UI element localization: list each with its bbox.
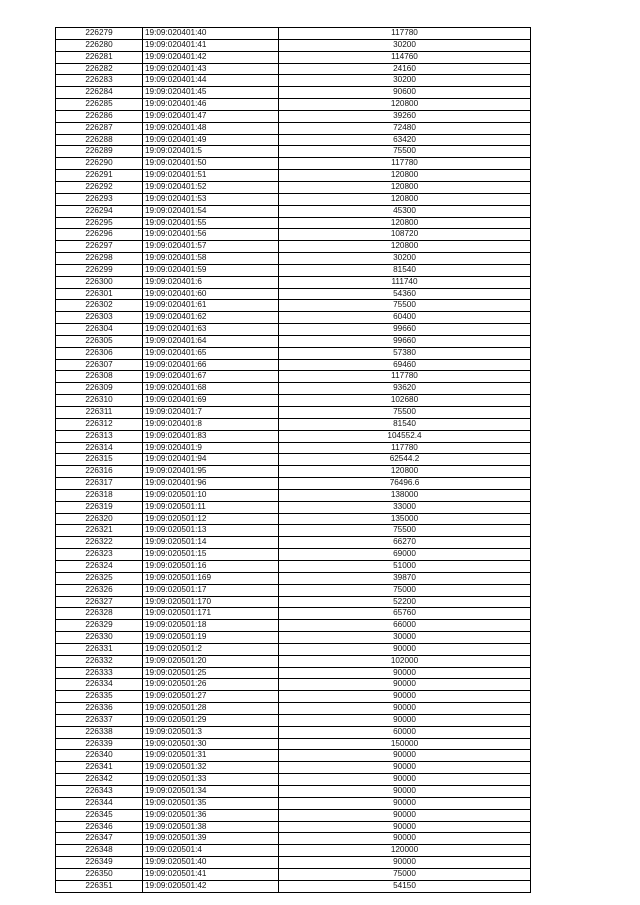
value-cell: 135000 — [279, 513, 531, 525]
value-cell: 117780 — [279, 28, 531, 40]
cadastral-number-cell: 19:09:020401:95 — [143, 466, 279, 478]
value-cell: 51000 — [279, 560, 531, 572]
value-cell: 75000 — [279, 868, 531, 880]
value-cell: 24160 — [279, 63, 531, 75]
value-cell: 30200 — [279, 253, 531, 265]
value-cell: 62544.2 — [279, 454, 531, 466]
table-row — [56, 63, 531, 75]
cadastral-number-cell: 19:09:020401:57 — [143, 241, 279, 253]
row-id-cell: 226291 — [56, 170, 143, 182]
row-id-cell: 226324 — [56, 560, 143, 572]
value-cell: 90000 — [279, 857, 531, 869]
row-id-cell: 226295 — [56, 217, 143, 229]
value-cell: 102000 — [279, 655, 531, 667]
row-id-cell: 226337 — [56, 714, 143, 726]
row-id-cell: 226281 — [56, 51, 143, 63]
row-id-cell: 226319 — [56, 501, 143, 513]
value-cell: 90000 — [279, 643, 531, 655]
cadastral-number-cell: 19:09:020501:30 — [143, 738, 279, 750]
table-row — [56, 371, 531, 383]
value-cell: 120800 — [279, 217, 531, 229]
cadastral-number-cell: 19:09:020401:7 — [143, 407, 279, 419]
row-id-cell: 226326 — [56, 584, 143, 596]
value-cell: 54360 — [279, 288, 531, 300]
cadastral-number-cell: 19:09:020401:49 — [143, 134, 279, 146]
table-row — [56, 122, 531, 134]
value-cell: 54150 — [279, 880, 531, 892]
value-cell: 90000 — [279, 809, 531, 821]
row-id-cell: 226283 — [56, 75, 143, 87]
value-cell: 99660 — [279, 324, 531, 336]
table-row — [56, 845, 531, 857]
value-cell: 120800 — [279, 99, 531, 111]
row-id-cell: 226311 — [56, 407, 143, 419]
cadastral-number-cell: 19:09:020401:60 — [143, 288, 279, 300]
row-id-cell: 226342 — [56, 774, 143, 786]
row-id-cell: 226331 — [56, 643, 143, 655]
cadastral-number-cell: 19:09:020401:5 — [143, 146, 279, 158]
cadastral-number-cell: 19:09:020401:6 — [143, 276, 279, 288]
value-cell: 39260 — [279, 110, 531, 122]
row-id-cell: 226308 — [56, 371, 143, 383]
value-cell: 75000 — [279, 584, 531, 596]
value-cell: 90000 — [279, 774, 531, 786]
row-id-cell: 226293 — [56, 193, 143, 205]
cadastral-number-cell: 19:09:020401:55 — [143, 217, 279, 229]
table-row — [56, 87, 531, 99]
table-row — [56, 703, 531, 715]
value-cell: 52200 — [279, 596, 531, 608]
row-id-cell: 226338 — [56, 726, 143, 738]
value-cell: 93620 — [279, 383, 531, 395]
table-row — [56, 833, 531, 845]
table-row — [56, 809, 531, 821]
table-row — [56, 442, 531, 454]
row-id-cell: 226316 — [56, 466, 143, 478]
cadastral-number-cell: 19:09:020401:48 — [143, 122, 279, 134]
table-row — [56, 691, 531, 703]
table-row — [56, 501, 531, 513]
table-body — [56, 28, 531, 893]
row-id-cell: 226312 — [56, 418, 143, 430]
value-cell: 138000 — [279, 489, 531, 501]
value-cell: 90000 — [279, 691, 531, 703]
table-row — [56, 596, 531, 608]
cadastral-number-cell: 19:09:020401:59 — [143, 264, 279, 276]
row-id-cell: 226347 — [56, 833, 143, 845]
row-id-cell: 226321 — [56, 525, 143, 537]
table-row — [56, 525, 531, 537]
table-row — [56, 572, 531, 584]
row-id-cell: 226286 — [56, 110, 143, 122]
table-row — [56, 632, 531, 644]
cadastral-number-cell: 19:09:020401:46 — [143, 99, 279, 111]
row-id-cell: 226341 — [56, 762, 143, 774]
table-row — [56, 110, 531, 122]
cadastral-number-cell: 19:09:020501:17 — [143, 584, 279, 596]
row-id-cell: 226350 — [56, 868, 143, 880]
table-row — [56, 39, 531, 51]
row-id-cell: 226318 — [56, 489, 143, 501]
value-cell: 90000 — [279, 833, 531, 845]
table-row — [56, 857, 531, 869]
table-row — [56, 276, 531, 288]
row-id-cell: 226292 — [56, 181, 143, 193]
row-id-cell: 226297 — [56, 241, 143, 253]
table-row — [56, 430, 531, 442]
value-cell: 102680 — [279, 395, 531, 407]
row-id-cell: 226339 — [56, 738, 143, 750]
row-id-cell: 226330 — [56, 632, 143, 644]
cadastral-number-cell: 19:09:020501:2 — [143, 643, 279, 655]
cadastral-number-cell: 19:09:020501:28 — [143, 703, 279, 715]
table-row — [56, 347, 531, 359]
value-cell: 69460 — [279, 359, 531, 371]
value-cell: 66000 — [279, 620, 531, 632]
row-id-cell: 226334 — [56, 679, 143, 691]
cadastral-number-cell: 19:09:020501:15 — [143, 549, 279, 561]
cadastral-number-cell: 19:09:020501:19 — [143, 632, 279, 644]
cadastral-number-cell: 19:09:020401:42 — [143, 51, 279, 63]
cadastral-number-cell: 19:09:020501:170 — [143, 596, 279, 608]
value-cell: 90000 — [279, 797, 531, 809]
cadastral-number-cell: 19:09:020501:34 — [143, 786, 279, 798]
value-cell: 117780 — [279, 158, 531, 170]
cadastral-number-cell: 19:09:020501:39 — [143, 833, 279, 845]
cadastral-number-cell: 19:09:020401:68 — [143, 383, 279, 395]
row-id-cell: 226327 — [56, 596, 143, 608]
row-id-cell: 226315 — [56, 454, 143, 466]
row-id-cell: 226300 — [56, 276, 143, 288]
table-row — [56, 679, 531, 691]
table-row — [56, 146, 531, 158]
cadastral-number-cell: 19:09:020501:10 — [143, 489, 279, 501]
row-id-cell: 226285 — [56, 99, 143, 111]
table-row — [56, 797, 531, 809]
row-id-cell: 226346 — [56, 821, 143, 833]
value-cell: 90000 — [279, 679, 531, 691]
cadastral-number-cell: 19:09:020501:13 — [143, 525, 279, 537]
cadastral-number-cell: 19:09:020401:41 — [143, 39, 279, 51]
table-row — [56, 868, 531, 880]
value-cell: 90000 — [279, 821, 531, 833]
value-cell: 150000 — [279, 738, 531, 750]
cadastral-number-cell: 19:09:020401:61 — [143, 300, 279, 312]
value-cell: 72480 — [279, 122, 531, 134]
row-id-cell: 226287 — [56, 122, 143, 134]
value-cell: 33000 — [279, 501, 531, 513]
row-id-cell: 226288 — [56, 134, 143, 146]
row-id-cell: 226304 — [56, 324, 143, 336]
value-cell: 69000 — [279, 549, 531, 561]
table-row — [56, 312, 531, 324]
value-cell: 120800 — [279, 466, 531, 478]
cadastral-number-cell: 19:09:020401:94 — [143, 454, 279, 466]
table-row — [56, 466, 531, 478]
cadastral-number-cell: 19:09:020401:51 — [143, 170, 279, 182]
value-cell: 30200 — [279, 75, 531, 87]
cadastral-number-cell: 19:09:020401:8 — [143, 418, 279, 430]
cadastral-number-cell: 19:09:020401:52 — [143, 181, 279, 193]
table-row — [56, 170, 531, 182]
cadastral-number-cell: 19:09:020401:50 — [143, 158, 279, 170]
cadastral-number-cell: 19:09:020401:44 — [143, 75, 279, 87]
cadastral-number-cell: 19:09:020401:64 — [143, 335, 279, 347]
row-id-cell: 226279 — [56, 28, 143, 40]
cadastral-number-cell: 19:09:020401:45 — [143, 87, 279, 99]
cadastral-number-cell: 19:09:020401:43 — [143, 63, 279, 75]
row-id-cell: 226284 — [56, 87, 143, 99]
value-cell: 75500 — [279, 407, 531, 419]
cadastral-number-cell: 19:09:020401:66 — [143, 359, 279, 371]
table-row — [56, 726, 531, 738]
row-id-cell: 226340 — [56, 750, 143, 762]
table-row — [56, 750, 531, 762]
table-row — [56, 489, 531, 501]
table-row — [56, 253, 531, 265]
row-id-cell: 226329 — [56, 620, 143, 632]
table-row — [56, 549, 531, 561]
value-cell: 90000 — [279, 750, 531, 762]
row-id-cell: 226348 — [56, 845, 143, 857]
row-id-cell: 226336 — [56, 703, 143, 715]
cadastral-number-cell: 19:09:020501:25 — [143, 667, 279, 679]
cadastral-number-cell: 19:09:020501:14 — [143, 537, 279, 549]
table-row — [56, 655, 531, 667]
table-row — [56, 51, 531, 63]
table-row — [56, 205, 531, 217]
table-row — [56, 99, 531, 111]
table-row — [56, 786, 531, 798]
value-cell: 57380 — [279, 347, 531, 359]
table-row — [56, 217, 531, 229]
table-row — [56, 821, 531, 833]
table-row — [56, 28, 531, 40]
row-id-cell: 226305 — [56, 335, 143, 347]
cadastral-number-cell: 19:09:020501:16 — [143, 560, 279, 572]
data-table — [55, 27, 531, 893]
value-cell: 90000 — [279, 762, 531, 774]
row-id-cell: 226306 — [56, 347, 143, 359]
row-id-cell: 226289 — [56, 146, 143, 158]
table-row — [56, 158, 531, 170]
value-cell: 90000 — [279, 714, 531, 726]
row-id-cell: 226322 — [56, 537, 143, 549]
value-cell: 114760 — [279, 51, 531, 63]
value-cell: 90600 — [279, 87, 531, 99]
table-row — [56, 608, 531, 620]
cadastral-number-cell: 19:09:020501:12 — [143, 513, 279, 525]
row-id-cell: 226301 — [56, 288, 143, 300]
cadastral-number-cell: 19:09:020501:20 — [143, 655, 279, 667]
table-row — [56, 738, 531, 750]
cadastral-number-cell: 19:09:020501:169 — [143, 572, 279, 584]
table-row — [56, 264, 531, 276]
value-cell: 120800 — [279, 241, 531, 253]
row-id-cell: 226333 — [56, 667, 143, 679]
row-id-cell: 226282 — [56, 63, 143, 75]
row-id-cell: 226299 — [56, 264, 143, 276]
value-cell: 120000 — [279, 845, 531, 857]
cadastral-number-cell: 19:09:020501:3 — [143, 726, 279, 738]
cadastral-number-cell: 19:09:020401:65 — [143, 347, 279, 359]
cadastral-number-cell: 19:09:020501:11 — [143, 501, 279, 513]
cadastral-number-cell: 19:09:020501:42 — [143, 880, 279, 892]
cadastral-number-cell: 19:09:020501:26 — [143, 679, 279, 691]
table-row — [56, 584, 531, 596]
cadastral-number-cell: 19:09:020401:62 — [143, 312, 279, 324]
table-row — [56, 383, 531, 395]
cadastral-number-cell: 19:09:020501:4 — [143, 845, 279, 857]
row-id-cell: 226298 — [56, 253, 143, 265]
value-cell: 117780 — [279, 442, 531, 454]
value-cell: 120800 — [279, 181, 531, 193]
table-row — [56, 537, 531, 549]
row-id-cell: 226296 — [56, 229, 143, 241]
value-cell: 75500 — [279, 146, 531, 158]
value-cell: 117780 — [279, 371, 531, 383]
value-cell: 66270 — [279, 537, 531, 549]
table-row — [56, 560, 531, 572]
value-cell: 30200 — [279, 39, 531, 51]
cadastral-number-cell: 19:09:020501:41 — [143, 868, 279, 880]
row-id-cell: 226303 — [56, 312, 143, 324]
value-cell: 60400 — [279, 312, 531, 324]
cadastral-number-cell: 19:09:020501:36 — [143, 809, 279, 821]
cadastral-number-cell: 19:09:020401:96 — [143, 478, 279, 490]
cadastral-number-cell: 19:09:020401:53 — [143, 193, 279, 205]
table-row — [56, 478, 531, 490]
table-row — [56, 407, 531, 419]
row-id-cell: 226307 — [56, 359, 143, 371]
row-id-cell: 226320 — [56, 513, 143, 525]
row-id-cell: 226290 — [56, 158, 143, 170]
cadastral-number-cell: 19:09:020501:171 — [143, 608, 279, 620]
cadastral-number-cell: 19:09:020501:31 — [143, 750, 279, 762]
row-id-cell: 226294 — [56, 205, 143, 217]
cadastral-number-cell: 19:09:020501:29 — [143, 714, 279, 726]
row-id-cell: 226351 — [56, 880, 143, 892]
cadastral-number-cell: 19:09:020401:67 — [143, 371, 279, 383]
row-id-cell: 226310 — [56, 395, 143, 407]
row-id-cell: 226313 — [56, 430, 143, 442]
row-id-cell: 226343 — [56, 786, 143, 798]
value-cell: 104552.4 — [279, 430, 531, 442]
value-cell: 90000 — [279, 667, 531, 679]
table-row — [56, 395, 531, 407]
cadastral-number-cell: 19:09:020501:27 — [143, 691, 279, 703]
table-row — [56, 774, 531, 786]
table-row — [56, 762, 531, 774]
cadastral-number-cell: 19:09:020501:33 — [143, 774, 279, 786]
row-id-cell: 226280 — [56, 39, 143, 51]
table-row — [56, 335, 531, 347]
table-row — [56, 454, 531, 466]
table-row — [56, 300, 531, 312]
row-id-cell: 226332 — [56, 655, 143, 667]
cadastral-number-cell: 19:09:020401:83 — [143, 430, 279, 442]
row-id-cell: 226344 — [56, 797, 143, 809]
cadastral-number-cell: 19:09:020401:58 — [143, 253, 279, 265]
cadastral-number-cell: 19:09:020501:35 — [143, 797, 279, 809]
table-row — [56, 75, 531, 87]
cadastral-number-cell: 19:09:020501:18 — [143, 620, 279, 632]
table-row — [56, 181, 531, 193]
row-id-cell: 226302 — [56, 300, 143, 312]
value-cell: 30000 — [279, 632, 531, 644]
value-cell: 81540 — [279, 264, 531, 276]
table-row — [56, 134, 531, 146]
table-row — [56, 324, 531, 336]
value-cell: 39870 — [279, 572, 531, 584]
value-cell: 65760 — [279, 608, 531, 620]
cadastral-number-cell: 19:09:020401:9 — [143, 442, 279, 454]
table-row — [56, 288, 531, 300]
value-cell: 90000 — [279, 786, 531, 798]
row-id-cell: 226314 — [56, 442, 143, 454]
cadastral-number-cell: 19:09:020501:38 — [143, 821, 279, 833]
value-cell: 63420 — [279, 134, 531, 146]
cadastral-number-cell: 19:09:020501:40 — [143, 857, 279, 869]
row-id-cell: 226349 — [56, 857, 143, 869]
value-cell: 111740 — [279, 276, 531, 288]
cadastral-number-cell: 19:09:020401:56 — [143, 229, 279, 241]
cadastral-number-cell: 19:09:020401:40 — [143, 28, 279, 40]
value-cell: 90000 — [279, 703, 531, 715]
value-cell: 81540 — [279, 418, 531, 430]
value-cell: 75500 — [279, 300, 531, 312]
cadastral-number-cell: 19:09:020401:54 — [143, 205, 279, 217]
value-cell: 45300 — [279, 205, 531, 217]
table-row — [56, 880, 531, 892]
row-id-cell: 226309 — [56, 383, 143, 395]
value-cell: 76496.6 — [279, 478, 531, 490]
value-cell: 120800 — [279, 193, 531, 205]
table-row — [56, 418, 531, 430]
value-cell: 120800 — [279, 170, 531, 182]
table-row — [56, 229, 531, 241]
cadastral-number-cell: 19:09:020401:47 — [143, 110, 279, 122]
table-row — [56, 513, 531, 525]
value-cell: 75500 — [279, 525, 531, 537]
cadastral-number-cell: 19:09:020501:32 — [143, 762, 279, 774]
row-id-cell: 226328 — [56, 608, 143, 620]
row-id-cell: 226325 — [56, 572, 143, 584]
table-row — [56, 241, 531, 253]
table-row — [56, 667, 531, 679]
value-cell: 99660 — [279, 335, 531, 347]
row-id-cell: 226317 — [56, 478, 143, 490]
value-cell: 60000 — [279, 726, 531, 738]
cadastral-number-cell: 19:09:020401:63 — [143, 324, 279, 336]
row-id-cell: 226345 — [56, 809, 143, 821]
row-id-cell: 226323 — [56, 549, 143, 561]
cadastral-number-cell: 19:09:020401:69 — [143, 395, 279, 407]
table-row — [56, 714, 531, 726]
table-row — [56, 359, 531, 371]
table-row — [56, 620, 531, 632]
table-row — [56, 643, 531, 655]
table-row — [56, 193, 531, 205]
value-cell: 108720 — [279, 229, 531, 241]
row-id-cell: 226335 — [56, 691, 143, 703]
